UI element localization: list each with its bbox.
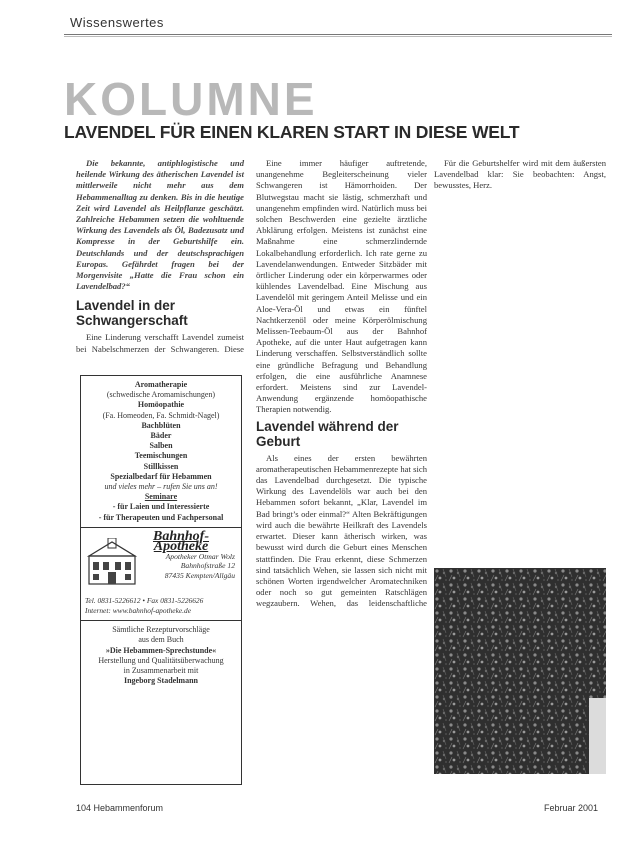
pharmacy-street: Bahnhofstraße 12 [180, 561, 235, 571]
section-1-paragraph-1: Eine Linderung verschafft Lavendel zumeist bei Nabelschmerzen der Schwangeren. Diese [76, 332, 244, 354]
pharmacy-phone: Tel. 0831-5226612 • Fax 0831-5226626 [85, 595, 204, 605]
pharmacy-city: 87435 Kempten/Allgäu [164, 570, 235, 580]
ad-item-aromatherapy-note: (schwedische Aromamischungen) [106, 390, 216, 400]
column-2 [256, 158, 427, 614]
pharmacy-address [135, 552, 235, 580]
ad-item-teemischungen: Teemischungen [134, 451, 188, 461]
ad-item-seminare: Seminare [144, 492, 178, 502]
ad-book-note [81, 625, 241, 686]
header-rule [64, 34, 612, 35]
ad-item-seminar-therapeuten: - für Therapeuten und Fachpersonal [98, 512, 224, 522]
ad-bottom-line-6: Ingeborg Stadelmann [123, 676, 198, 686]
section-2-paragraph-2: Für die Geburtshelfer wird mit dem äußersten Lavendelbad klar: Sie beobachten: Angst, bewusstes, Herz. [434, 158, 606, 191]
footer-date: Februar 2001 [543, 803, 598, 813]
header-rule-bottom [64, 36, 612, 37]
pharmacy-owner: Apotheker Otmar Wolz [165, 551, 235, 561]
pharmacy-name: Bahnhof-Apotheke [152, 528, 210, 555]
ad-item-seminar-laien: - für Laien und Interessierte [112, 502, 210, 512]
section-1-paragraph-2: Eine immer häufiger auftretende, unangenehme Begleiterscheinung vieler Schwangeren ist Hämorrhoiden. Der Blutwegstau macht sie lästig, schmerzhaft und unangenehm empfinden wird. Natürlich muss bei solchen Beschwerden eine gezielte ärztliche Abklärung erfolgen. Meistens ist zunächst eine Maßnahme eine schmerzlindernde Lokalbehandlung erforderlich. Ich rate gerne zu Lavendelanwendungen. Entweder Sitzbäder mit örtlicher Linderung oder ein körperwarmes oder kühlendes Lavendelbad. Eine Mischung aus Lavendelöl mit geringem Anteil Melisse und ein Aloe-Vera-Öl und etwas ein fünftel Nachtkerzenöl oder meine Körperölmischung Melissen-Teebaum-Öl aus der Bahnhof Apotheke, auf die unter Haut aufgetragen kann Linderung verschaffen. Selbstverständlich sollte eine gründliche Befragung und Behandlung erfolgen, die eine ausführliche Anamnese erfordert. Meistens sind zur Lavendel-Anwendung ergänzende homöopathische Therapien notwendig. [256, 158, 427, 415]
ad-divider-top [81, 527, 241, 528]
section-2-paragraph-1: Als eines der ersten bewährten aromatherapeutischen Hebammenrezepte hat sich das Lavendelbad durchgesetzt. Die typische Wirkung des Lavendelöls war auch bei den Hebammen sofort bekannt, „Klar, Lavendel im Bad bringt’s oder einmal?“ Alten Bekräftigungen wird auch die bewährte Heilkraft des Lavendels erwartet. Dieser kann ätherisch wirken, was bewusst wird durch die Geburt eines Menschen stattfinden. Die Frau erkennt, diese Schmerzen sind tatsächlich Wehen, sie lassen sich nicht mit schönen Worten irgendwelcher Aromatechniken oder noch so gut gemeinten Ratschlägen wegzaubern. Wehen, das leidenschaftliche [256, 452, 427, 609]
ad-item-aromatherapy: Aromatherapie [134, 380, 188, 389]
footer-page-info: 104 Hebammenforum [76, 803, 164, 813]
intro-text: Die bekannte, antiphlogistische und heilende Wirkung des ätherischen Lavendel ist mittlerweile nicht mehr aus dem Hebammenalltag zu denken. Bis in die heutige Zeit wird Lavendel als Heilpflanze geschätzt. Zahlreiche Hebammen setzen die wohltuende Wirkung des Lavendels als Öl, Badezusatz und Kompresse in der Geburtshilfe ein. Deutschlands und der deutschsprachigen Europas. Gefährdet fragen bei der Morgenvisite „Hatte die Frau schon ein Lavendelbad?“ [76, 158, 244, 292]
ad-item-spezialbedarf: Spezialbedarf für Hebammen [110, 471, 212, 481]
section-1-title: Lavendel in der Schwangerschaft [76, 298, 188, 329]
section-2-title: Lavendel während der Geburt [256, 418, 399, 449]
ad-bottom-line-3: »Die Hebammen-Sprechstunde« [105, 645, 217, 655]
ad-item-baeder: Bäder [150, 431, 172, 441]
ad-divider-bottom [81, 620, 241, 621]
pharmacy-web: Internet: www.bahnhof-apotheke.de [85, 606, 191, 616]
section-label: Wissenswertes [70, 15, 164, 30]
ad-item-call-to-action: und vieles mehr – rufen Sie uns an! [104, 482, 218, 492]
ad-item-salben: Salben [149, 441, 173, 451]
column-1 [76, 158, 244, 357]
ad-bottom-line-2: aus dem Buch [138, 635, 184, 645]
lavender-photo [434, 568, 606, 774]
ad-bottom-line-4: Herstellung und Qualitätsüberwachung [98, 655, 224, 665]
kolumne-title: KOLUMNE [64, 73, 318, 125]
ad-item-homeopathy: Homöopathie [137, 400, 185, 410]
ad-item-homeopathy-note: (Fa. Homeoden, Fa. Schmidt-Nagel) [102, 410, 220, 420]
ad-bottom-line-1: Sämtliche Rezepturvorschläge [112, 625, 210, 635]
ad-item-bachblueten: Bachblüten [141, 420, 181, 430]
pharmacy-advertisement [80, 375, 242, 785]
lavender-photo-texture [434, 568, 606, 774]
article-headline: LAVENDEL FÜR EINEN KLAREN START IN DIESE WELT [64, 122, 520, 142]
ad-item-stillkissen: Stillkissen [143, 461, 179, 471]
column-3 [434, 158, 606, 195]
ad-bottom-line-5: in Zusammenarbeit mit [123, 666, 199, 676]
pharmacy-header [87, 528, 235, 594]
